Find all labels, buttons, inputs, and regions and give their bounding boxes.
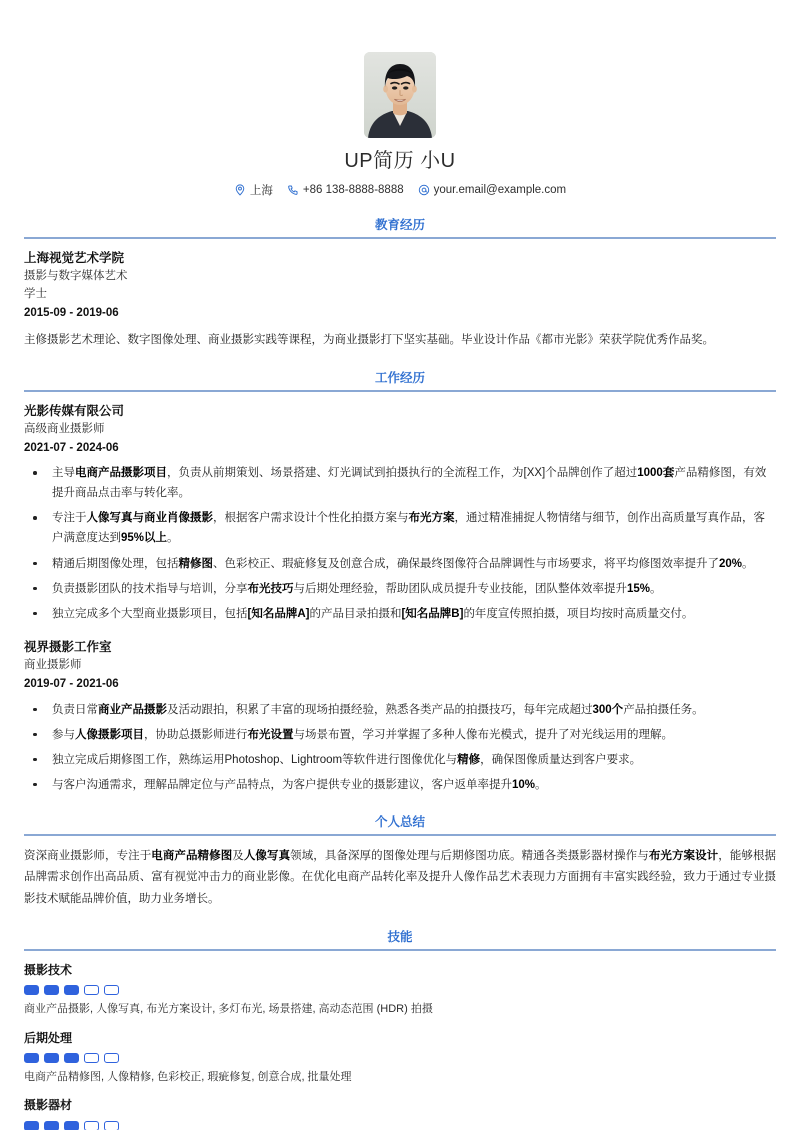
contact-phone-text: +86 138-8888-8888: [302, 184, 404, 196]
work-role: 高级商业摄影师: [24, 422, 105, 435]
section-divider: [24, 834, 776, 836]
education-date: 2015-09 - 2019-06: [24, 307, 119, 319]
skill-level-filled: [64, 985, 79, 995]
section-title-skills: 技能: [387, 929, 413, 944]
contact-location-text: 上海: [249, 185, 273, 197]
skill-items-text: 电商产品精修图, 人像精修, 色彩校正, 瑕疵修复, 创意合成, 批量处理: [24, 1070, 352, 1083]
contact-location: [234, 182, 273, 198]
education-description: 主修摄影艺术理论、数字图像处理、商业摄影实践等课程，为商业摄影打下坚实基础。毕业设计作品《都市光影》荣获学院优秀作品奖。: [24, 334, 714, 347]
skill-level-filled: [44, 1121, 59, 1130]
skill-level-filled: [24, 1121, 39, 1130]
section-title-education: 教育经历: [374, 218, 425, 232]
bullet-item: 专注于人像写真与商业肖像摄影，根据客户需求设计个性化拍摄方案与布光方案，通过精准捕捉人物情绪与细节，创作出高质量写真作品，客户满意度达到95%以上。: [24, 508, 776, 548]
work-date: 2019-07 - 2021-06: [24, 678, 119, 691]
skill-level-meter: [24, 985, 776, 995]
bullet-item: 参与人像摄影项目，协助总摄影师进行布光设置与场景布置，学习并掌握了多种人像布光模式，提升了对光线运用的理解。: [24, 725, 776, 745]
contact-row: [24, 182, 776, 198]
work-entry: [24, 638, 776, 795]
skill-level-meter: [24, 1121, 776, 1130]
bullet-item: 独立完成多个大型商业摄影项目，包括[知名品牌A]的产品目录拍摄和[知名品牌B]的年度宣传照拍摄，项目均按时高质量交付。: [24, 604, 776, 624]
skill-level-empty: [84, 1121, 99, 1130]
bullet-item: 负责摄影团队的技术指导与培训，分享布光技巧与后期处理经验，帮助团队成员提升专业技能，团队整体效率提升15%。: [24, 579, 776, 599]
skill-category-name: 摄影器材: [24, 1098, 73, 1113]
work-company: 光影传媒有限公司: [24, 403, 125, 418]
section-education: [24, 218, 776, 351]
skills-list: [24, 961, 776, 1130]
skill-category-name: 摄影技术: [24, 962, 73, 977]
education-major: 摄影与数字媒体艺术: [24, 270, 128, 283]
location-pin-icon: [234, 184, 246, 196]
skill-block: [24, 961, 776, 1019]
section-divider: [24, 390, 776, 392]
skill-level-filled: [24, 1053, 39, 1063]
section-work: [24, 371, 776, 796]
skill-level-empty: [104, 985, 119, 995]
skill-level-empty: [104, 1053, 119, 1063]
phone-icon: [287, 184, 299, 196]
skill-block: [24, 1096, 776, 1130]
skill-category-name: 后期处理: [24, 1030, 73, 1045]
education-school: 上海视觉艺术学院: [24, 251, 125, 265]
section-summary: [24, 815, 776, 910]
section-skills: [24, 930, 776, 1130]
skill-items-text: 商业产品摄影, 人像写真, 布光方案设计, 多灯布光, 场景搭建, 高动态范围 (HDR) 拍摄: [24, 1003, 433, 1016]
contact-email: [418, 184, 566, 196]
skill-level-empty: [104, 1121, 119, 1130]
bullet-item: 独立完成后期修图工作，熟练运用Photoshop、Lightroom等软件进行图像优化与精修，确保图像质量达到客户要求。: [24, 750, 776, 770]
work-company: 视界摄影工作室: [24, 639, 112, 654]
work-bullets: [24, 700, 776, 796]
resume-header: [24, 0, 776, 198]
portrait-photo-icon: [364, 52, 436, 138]
contact-email-text: your.email@example.com: [433, 184, 567, 196]
skill-block: [24, 1029, 776, 1087]
avatar: [364, 52, 436, 138]
education-degree: 学士: [24, 288, 47, 301]
skill-level-filled: [64, 1121, 79, 1130]
work-entry: [24, 402, 776, 624]
work-date: 2021-07 - 2024-06: [24, 441, 119, 454]
education-entry: [24, 249, 776, 351]
skill-level-filled: [24, 985, 39, 995]
bullet-item: 精通后期图像处理，包括精修图、色彩校正、瑕疵修复及创意合成，确保最终图像符合品牌调性与市场要求，将平均修图效率提升了20%。: [24, 554, 776, 574]
section-divider: [24, 237, 776, 239]
work-bullets: [24, 463, 776, 624]
bullet-item: 负责日常商业产品摄影及活动跟拍，积累了丰富的现场拍摄经验，熟悉各类产品的拍摄技巧，每年完成超过300个产品拍摄任务。: [24, 700, 776, 720]
section-divider: [24, 949, 776, 951]
candidate-name: UP简历 小U: [344, 150, 456, 172]
email-at-icon: [418, 184, 430, 196]
skill-level-empty: [84, 985, 99, 995]
skill-level-meter: [24, 1053, 776, 1063]
skill-level-filled: [44, 1053, 59, 1063]
section-title-summary: 个人总结: [374, 815, 425, 830]
contact-phone: [287, 184, 404, 196]
work-role: 商业摄影师: [24, 659, 82, 672]
summary-text: 资深商业摄影师，专注于电商产品精修图及人像写真领域，具备深厚的图像处理与后期修图功底。精通各类摄影器材操作与布光方案设计，能够根据品牌需求创作出高品质、富有视觉冲击力的商业影像。在优化电商产品转化率及提升人像作品艺术表现力方面拥有丰富实践经验，致力于通过专业摄影技术赋能品牌价值，助力业务增长。: [24, 850, 777, 905]
skill-level-filled: [64, 1053, 79, 1063]
bullet-item: 与客户沟通需求，理解品牌定位与产品特点，为客户提供专业的摄影建议，客户返单率提升10%。: [24, 775, 776, 795]
skill-level-empty: [84, 1053, 99, 1063]
section-title-work: 工作经历: [374, 370, 425, 385]
skill-level-filled: [44, 985, 59, 995]
bullet-item: 主导电商产品摄影项目，负责从前期策划、场景搭建、灯光调试到拍摄执行的全流程工作，为[XX]个品牌创作了超过1000套产品精修图，有效提升商品点击率与转化率。: [24, 463, 776, 503]
